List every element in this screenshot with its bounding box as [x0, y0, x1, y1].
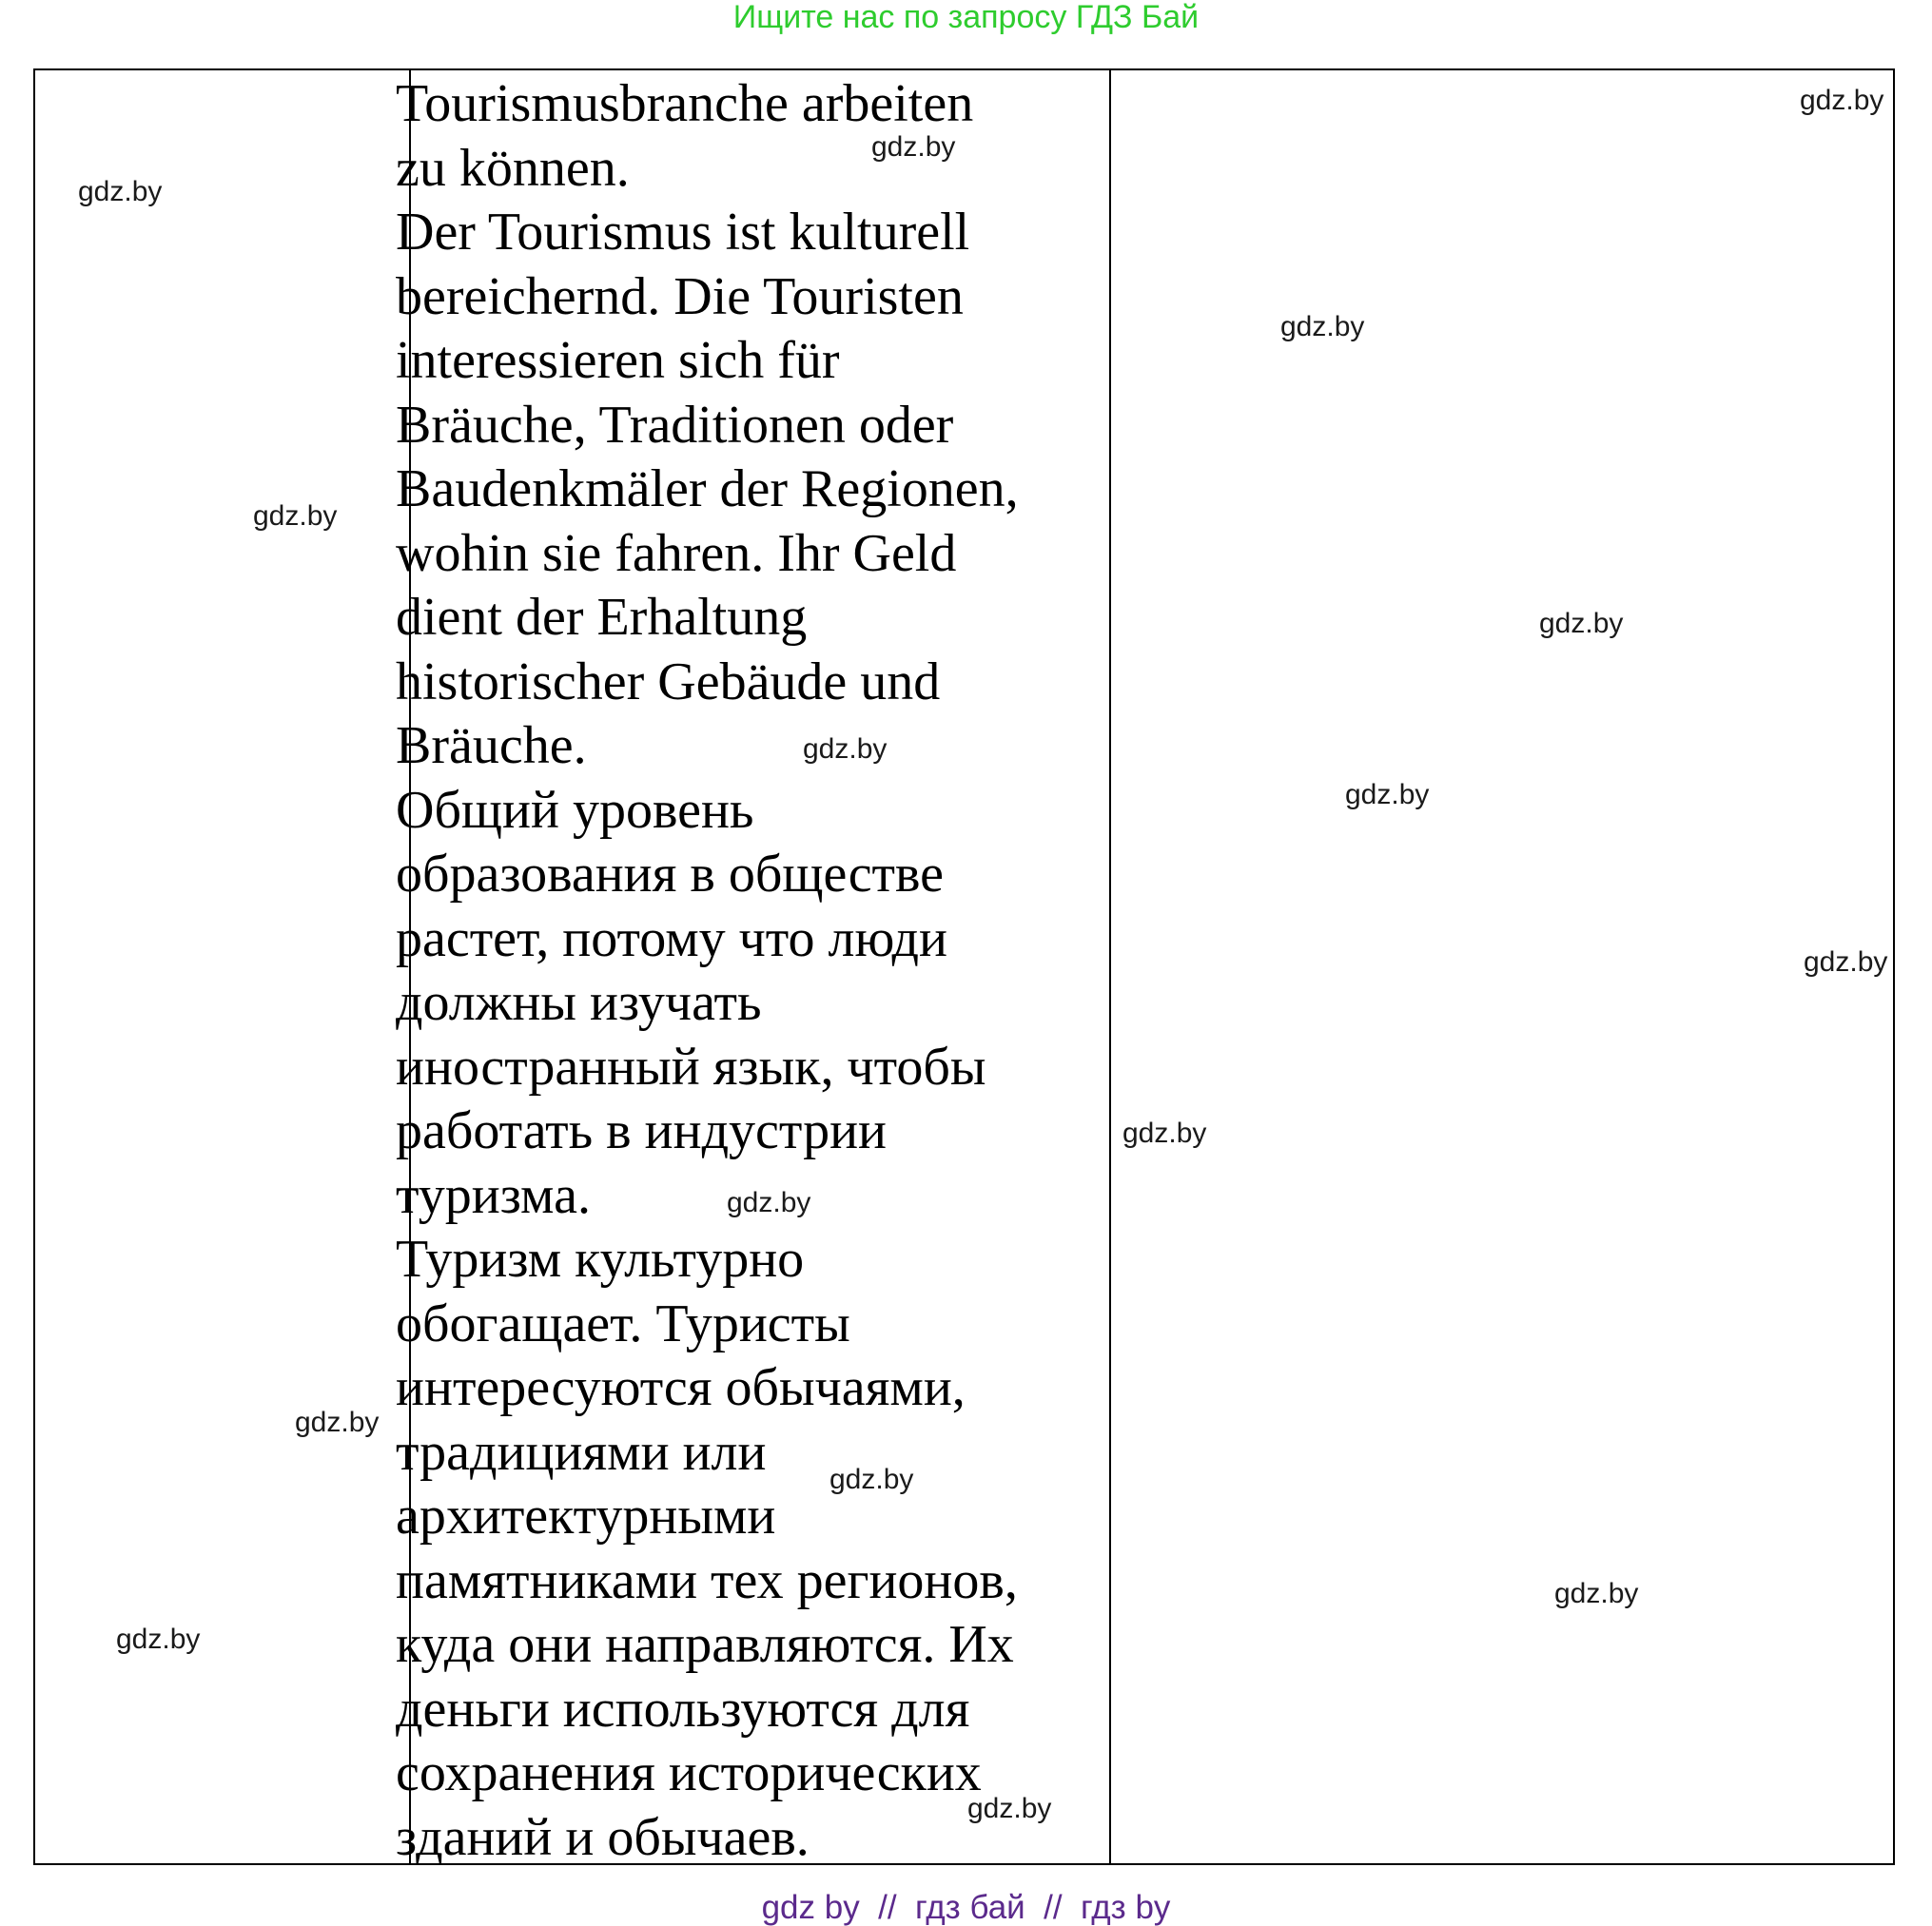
table-column-right — [1111, 70, 1893, 1863]
watermark: gdz.by — [727, 1187, 811, 1218]
watermark: gdz.by — [1122, 1118, 1207, 1149]
watermark: gdz.by — [1539, 608, 1624, 639]
watermark: gdz.by — [829, 1464, 914, 1495]
watermark: gdz.by — [803, 733, 888, 765]
watermark: gdz.by — [78, 176, 163, 207]
paragraph-german-culture: Der Tourismus ist kulturell bereichernd. Die Touristen interessieren sich für Bräuche, Traditionen oder Baudenkmäler der Regionen, wohin sie fahren. Ihr Geld dient der Erhaltung historischer Gebäude und Bräuche. — [396, 203, 1019, 775]
site-search-banner: Ищите нас по запросу ГДЗ Бай — [732, 0, 1200, 35]
watermark: gdz.by — [295, 1407, 380, 1438]
watermark: gdz.by — [871, 131, 956, 163]
watermark: gdz.by — [116, 1624, 201, 1655]
watermark: gdz.by — [967, 1793, 1052, 1824]
watermark: gdz.by — [1345, 779, 1430, 810]
watermark: gdz.by — [1800, 85, 1884, 116]
watermark: gdz.by — [253, 500, 338, 532]
answer-text — [396, 72, 1073, 1870]
watermark: gdz.by — [1554, 1578, 1639, 1609]
watermark: gdz.by — [1804, 946, 1888, 978]
paragraph-russian-education: Общий уровень образования в обществе растет, потому что люди должны изучать иностранный язык, чтобы работать в индустрии туризма. — [396, 780, 986, 1225]
paragraph-russian-culture: Туризм культурно обогащает. Туристы интересуются обычаями, традициями или архитектурными памятниками тех регионов, куда они направляются. Их деньги используются для сохранения исторических зданий и обычаев. — [396, 1230, 1018, 1867]
watermark: gdz.by — [1280, 311, 1365, 342]
site-footer-links: gdz by // гдз бай // гдз by — [761, 1889, 1171, 1926]
table-column-left — [35, 70, 411, 1863]
paragraph-german-intro: Tourismusbranche arbeiten zu können. — [396, 74, 974, 198]
